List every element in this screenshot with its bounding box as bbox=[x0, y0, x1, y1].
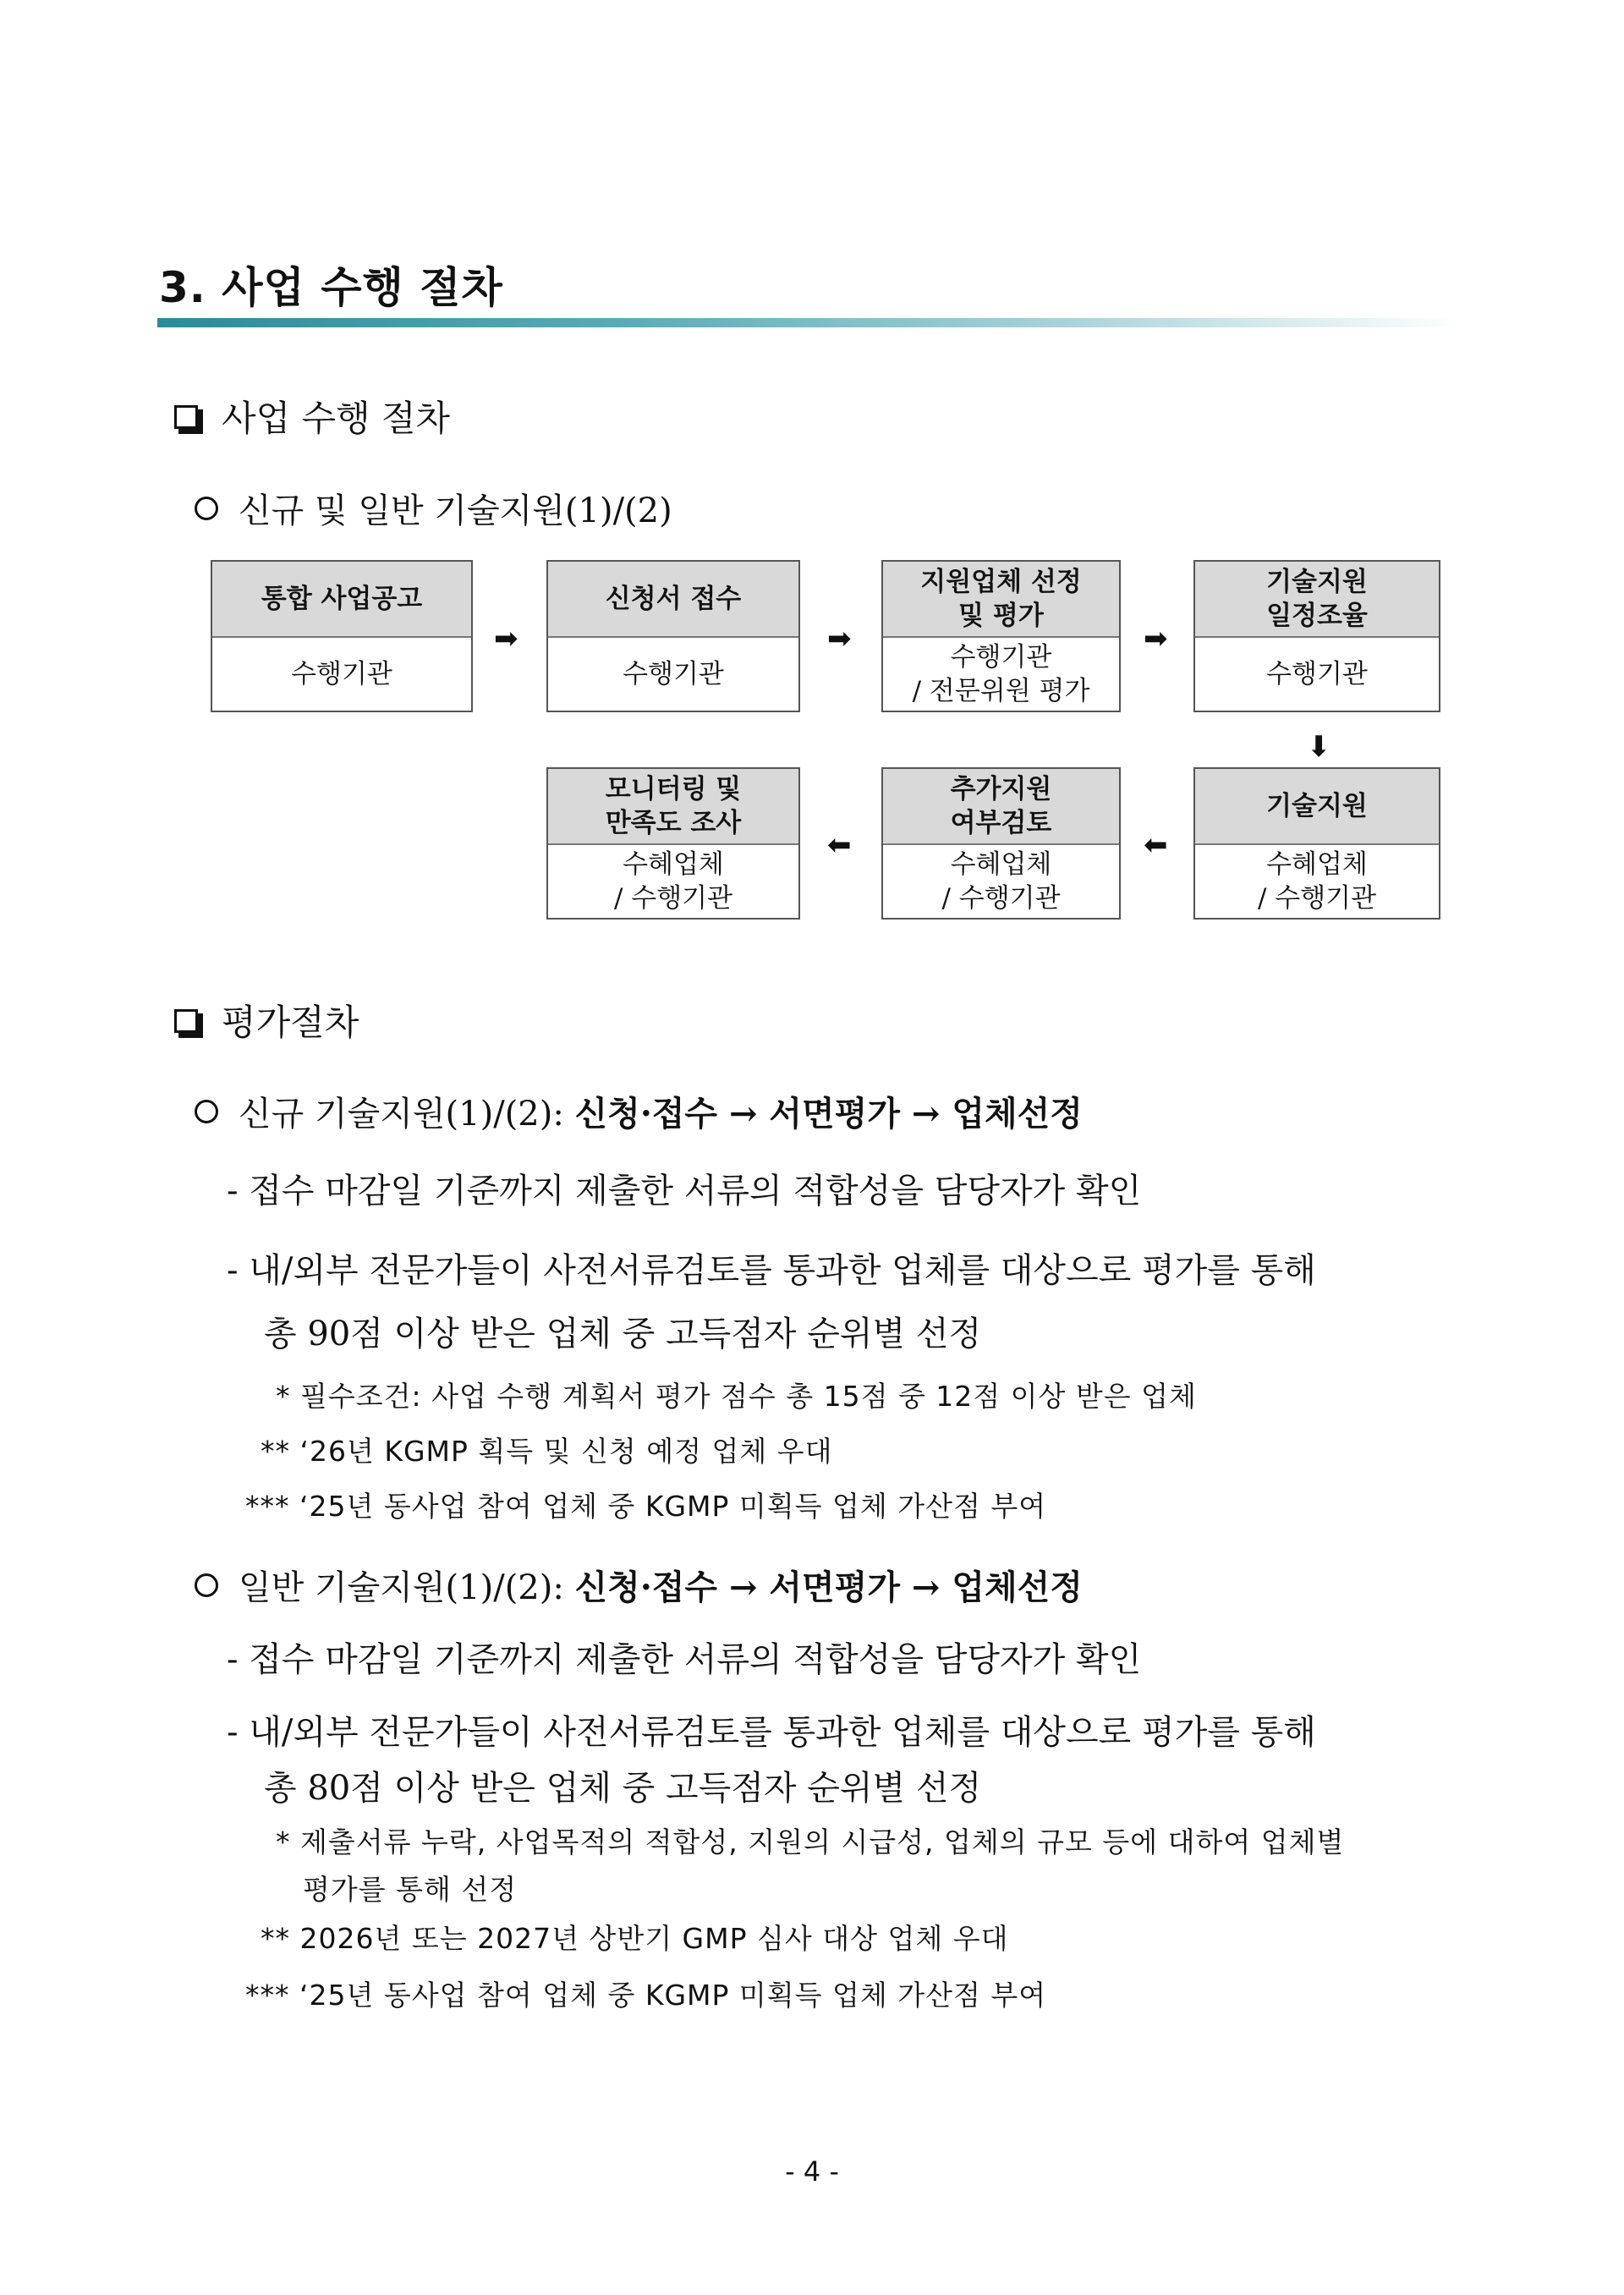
flow-step-head: 지원업체 선정 및 평가 bbox=[883, 562, 1119, 638]
flow-step-body: 수행기관 bbox=[291, 659, 392, 689]
general-support-lead: 일반 기술지원(1)/(2): 신청·접수 → 서면평가 → 업체선정 bbox=[195, 1561, 1083, 1609]
general-support-note-1: * 제출서류 누락, 사업목적의 적합성, 지원의 시급성, 업체의 규모 등에 대하여 업체별 bbox=[276, 1826, 1345, 1859]
arrow-right-icon: ➡ bbox=[494, 622, 518, 656]
page-number: - 4 - bbox=[785, 2155, 839, 2188]
arrow-right-icon: ➡ bbox=[827, 622, 852, 656]
checkbox-square-icon bbox=[174, 1009, 203, 1038]
flow-step-announcement bbox=[211, 560, 473, 712]
flow-step-head: 추가지원 여부검토 bbox=[883, 769, 1119, 845]
flow-step-head: 신청서 접수 bbox=[548, 562, 798, 638]
title-underline bbox=[157, 318, 1460, 327]
general-support-bullet-1: - 접수 마감일 기준까지 제출한 서류의 적합성을 담당자가 확인 bbox=[227, 1640, 1142, 1679]
arrow-right-icon: ➡ bbox=[1144, 622, 1168, 656]
flow-step-monitoring bbox=[546, 767, 800, 920]
arrow-left-icon: ⬅ bbox=[827, 828, 852, 862]
new-support-note-1: * 필수조건: 사업 수행 계획서 평가 점수 총 15점 중 12점 이상 받은 업체 bbox=[276, 1380, 1197, 1413]
flow-step-body: 수혜업체 / 수행기관 bbox=[941, 849, 1061, 914]
subheader-new-general bbox=[195, 484, 672, 532]
flow-step-selection bbox=[881, 560, 1121, 712]
new-support-lead: 신규 기술지원(1)/(2): 신청·접수 → 서면평가 → 업체선정 bbox=[195, 1087, 1083, 1135]
circle-bullet-icon bbox=[195, 1573, 218, 1597]
new-support-bullet-2-cont: 총 90점 이상 받은 업체 중 고득점자 순위별 선정 bbox=[264, 1315, 982, 1353]
section-header-procedure bbox=[174, 391, 450, 442]
page-title: 3. 사업 수행 절차 bbox=[159, 263, 503, 312]
new-support-steps: 신청·접수 → 서면평가 → 업체선정 bbox=[574, 1094, 1083, 1134]
checkbox-square-icon bbox=[174, 405, 203, 434]
new-support-note-2: ** ‘26년 KGMP 획득 및 신청 예정 업체 우대 bbox=[261, 1435, 833, 1468]
circle-bullet-icon bbox=[195, 497, 218, 520]
flow-step-support bbox=[1193, 767, 1440, 920]
arrow-down-icon: ⬇ bbox=[1307, 730, 1331, 764]
general-support-note-1-cont: 평가를 통해 선정 bbox=[303, 1873, 518, 1906]
circle-bullet-icon bbox=[195, 1100, 218, 1123]
general-support-note-2: ** 2026년 또는 2027년 상반기 GMP 심사 대상 업체 우대 bbox=[261, 1922, 1009, 1955]
section-header-evaluation bbox=[174, 995, 359, 1046]
general-support-note-3: *** ‘25년 동사업 참여 업체 중 KGMP 미획득 업체 가산점 부여 bbox=[245, 1979, 1047, 2012]
flow-step-schedule bbox=[1193, 560, 1440, 712]
flow-step-head: 기술지원 일정조율 bbox=[1195, 562, 1439, 638]
flow-step-body: 수행기관 bbox=[623, 659, 724, 689]
flow-step-body: 수혜업체 / 수행기관 bbox=[613, 849, 733, 914]
section-header-label: 평가절차 bbox=[222, 1002, 359, 1043]
flow-step-body: 수행기관 bbox=[1266, 659, 1368, 689]
section-header-label: 사업 수행 절차 bbox=[222, 398, 451, 439]
new-support-note-3: *** ‘25년 동사업 참여 업체 중 KGMP 미획득 업체 가산점 부여 bbox=[245, 1490, 1047, 1523]
flow-step-head: 모니터링 및 만족도 조사 bbox=[548, 769, 798, 845]
flow-step-head: 기술지원 bbox=[1195, 769, 1439, 845]
general-support-steps: 신청·접수 → 서면평가 → 업체선정 bbox=[574, 1568, 1083, 1607]
subheader-label: 신규 및 일반 기술지원(1)/(2) bbox=[239, 491, 672, 530]
general-support-bullet-2-cont: 총 80점 이상 받은 업체 중 고득점자 순위별 선정 bbox=[264, 1769, 982, 1808]
new-support-bullet-1: - 접수 마감일 기준까지 제출한 서류의 적합성을 담당자가 확인 bbox=[227, 1172, 1142, 1211]
flow-step-application bbox=[546, 560, 800, 712]
flow-step-head: 통합 사업공고 bbox=[212, 562, 471, 638]
general-support-bullet-2: - 내/외부 전문가들이 사전서류검토를 통과한 업체를 대상으로 평가를 통해 bbox=[227, 1713, 1316, 1752]
new-support-bullet-2: - 내/외부 전문가들이 사전서류검토를 통과한 업체를 대상으로 평가를 통해 bbox=[227, 1251, 1316, 1290]
flow-step-body: 수혜업체 / 수행기관 bbox=[1257, 849, 1377, 914]
flow-step-body: 수행기관 / 전문위원 평가 bbox=[912, 642, 1090, 706]
flow-step-review bbox=[881, 767, 1121, 920]
arrow-left-icon: ⬅ bbox=[1144, 828, 1168, 862]
